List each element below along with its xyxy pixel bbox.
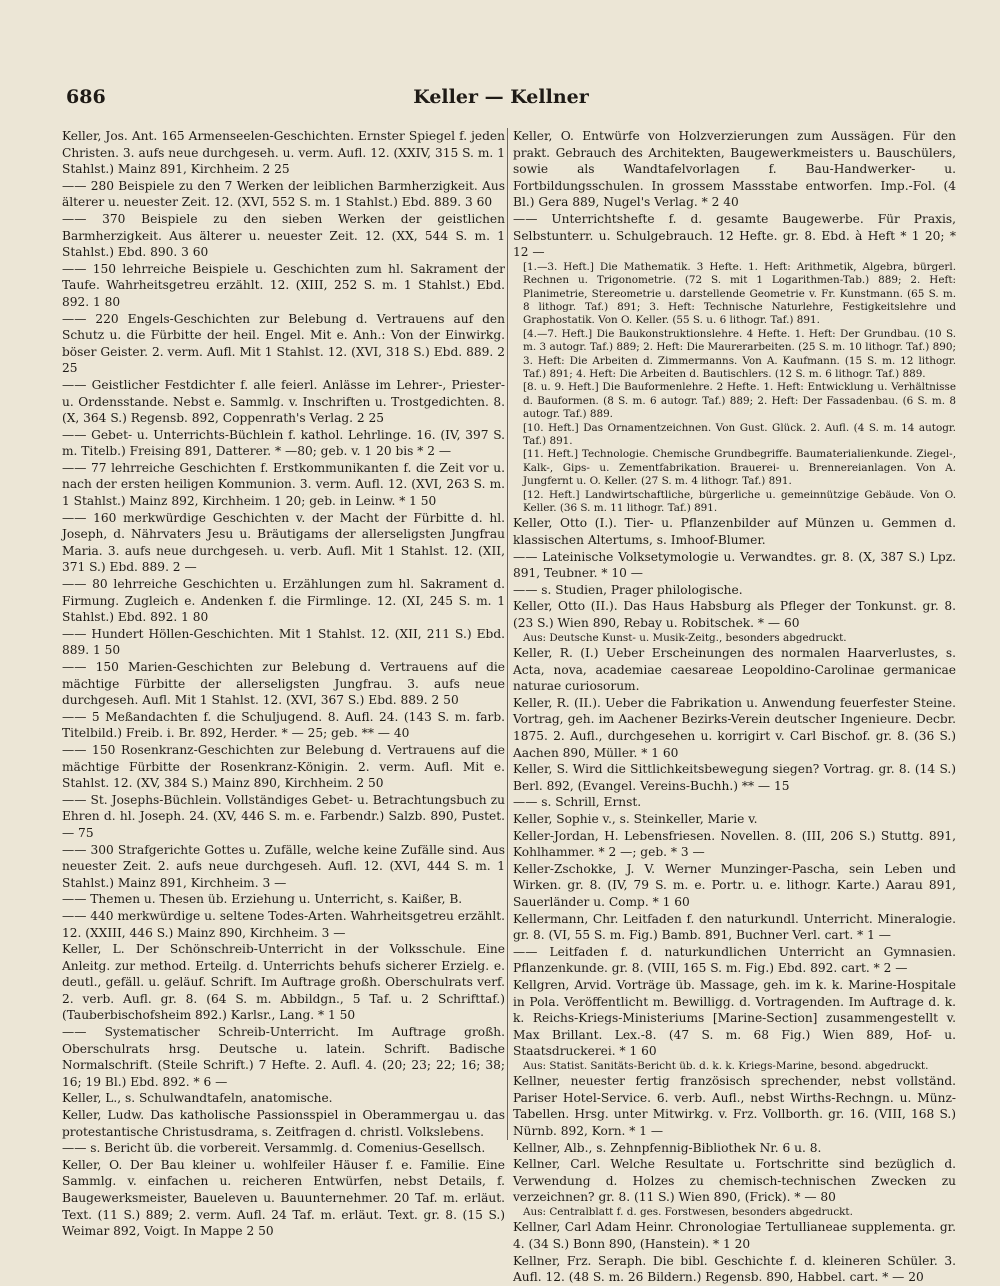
catalog-entry: —— Lateinische Volksetymologie u. Verwandtes. gr. 8. (X, 387 S.) Lpz. 891, Teubner. * 10 — <box>513 549 956 581</box>
catalog-entry: —— s. Schrill, Ernst. <box>513 795 642 810</box>
catalog-entry: Keller, S. Wird die Sittlichkeitsbewegung siegen? Vortrag. gr. 8. (14 S.) Berl. 892, (Evangel. Vereins-Buchh.) ** — 15 <box>513 762 956 793</box>
entry-note: Aus: Deutsche Kunst- u. Musik-Zeitg., besonders abgedruckt. <box>523 631 847 644</box>
catalog-entry: Keller-Zschokke, J. V. Werner Munzinger-Pascha, sein Leben und Wirken. gr. 8. (IV, 79 S. m. e. Portr. u. e. lithogr. Karte.) Aarau 891, Sauerländer u. Comp. * 1 60 <box>513 861 956 909</box>
catalog-entry: Kellermann, Chr. Leitfaden f. den naturkundl. Unterricht. Mineralogie. gr. 8. (VI, 55 S. m. Fig.) Bamb. 891, Buchner Verl. cart. * 1 — <box>513 911 956 943</box>
catalog-entry: Keller, R. (II.). Ueber die Fabrikation u. Anwendung feuerfester Steine. Vortrag, geh. im Aachener Bezirks-Verein deutscher Ingenieure. Decbr. 1875. 2. Aufl., durchgesehen u. korrigirt v. Carl Bischof. gr. 8. (36 S.) Aachen 890, Müller. * 1 60 <box>513 695 956 760</box>
catalog-entry: —— 77 lehrreiche Geschichten f. Erstkommunikanten f. die Zeit vor u. nach der ersten heiligen Kommunion. 3. verm. Aufl. 12. (XVI, 263 S. m. 1 Stahlst.) Mainz 892, Kirchheim. 1 20; geb. in Leinw. * 1 50 <box>62 460 505 509</box>
catalog-entry: —— 300 Strafgerichte Gottes u. Zufälle, welche keine Zufälle sind. Aus neuester Zeit. 2. aufs neue durchgeseh. Aufl. 12. (XVI, 444 S. m. 1 Stahlst.) Mainz 891, Kirchheim. 3 — <box>62 842 505 890</box>
catalog-entry: —— 150 Rosenkranz-Geschichten zur Belebung d. Vertrauens auf die mächtige Fürbitte der Rosenkranz-Königin. 2. verm. Aufl. Mit e. Stahlst. 12. (XV, 384 S.) Mainz 890, Kirchheim. 2 50 <box>62 742 505 791</box>
catalog-entry: Keller, Sophie v., s. Steinkeller, Marie v. <box>513 811 758 826</box>
catalog-entry: —— 150 Marien-Geschichten zur Belebung d. Vertrauens auf die mächtige Fürbitte der allerseligsten Jungfrau. 3. aufs neue durchgeseh. Aufl. Mit 1 Stahlst. 12. (XVI, 367 S.) Ebd. 889. 2 50 <box>62 660 505 708</box>
catalog-entry: Keller, Ludw. Das katholische Passionsspiel in Oberammergau u. das protestantische Christusdrama, s. Zeitfragen d. christl. Volkslebens. <box>62 1108 505 1139</box>
catalog-entry: —— Gebet- u. Unterrichts-Büchlein f. kathol. Lehrlinge. 16. (IV, 397 S. m. Titelb.) Freising 891, Datterer. * —80; geb. v. 1 20 bis * 2 — <box>62 427 505 459</box>
entry-note: [1.—3. Heft.] Die Mathematik. 3 Hefte. 1. Heft: Arithmetik, Algebra, bürgerl. Rechnen u. Trigonometrie. (72 S. mit 1 Logarithmen-Tab.) 889; 2. Heft: Planimetrie, Stereometrie u. darstellende Geometrie v. Fr. Kunstmann. (65 S. m. 8 lithogr. Taf.) 891; 3. Heft: Technische Naturlehre, Festigkeitslehre und Graphostatik. Von O. Keller. (55 S. u. 6 lithogr. Taf.) 891. <box>523 260 956 327</box>
right-column <box>513 128 956 1286</box>
catalog-entry: —— 150 lehrreiche Beispiele u. Geschichten zum hl. Sakrament der Taufe. Wahrheitsgetreu erzählt. 12. (XIII, 252 S. m. 1 Stahlst.) Ebd. 892. 1 80 <box>62 261 505 309</box>
catalog-entry: Keller, L., s. Schulwandtafeln, anatomische. <box>62 1091 333 1106</box>
catalog-entry: —— 280 Beispiele zu den 7 Werken der leiblichen Barmherzigkeit. Aus älterer u. neuester Zeit. 12. (XVI, 552 S. m. 1 Stahlst.) Ebd. 889. 3 60 <box>62 178 505 210</box>
catalog-entry: —— Leitfaden f. d. naturkundlichen Unterricht an Gymnasien. Pflanzenkunde. gr. 8. (VIII, 165 S. m. Fig.) Ebd. 892. cart. * 2 — <box>513 944 956 976</box>
catalog-entry: Kellner, Carl. Welche Resultate u. Fortschritte sind bezüglich d. Verwendung d. Holzes zu chemisch-technischen Zwecken zu verzeichnen? gr. 8. (11 S.) Wien 890, (Frick). * — 80 <box>513 1157 956 1205</box>
catalog-entry: —— s. Studien, Prager philologische. <box>513 582 743 597</box>
catalog-entry: Keller, O. Entwürfe von Holzverzierungen zum Aussägen. Für den prakt. Gebrauch des Architekten, Baugewerkmeisters u. Bauschülers, sowie als Wandtafelvorlagen f. Bau-Handwerker- u. Fortbildungsschulen. In grossem Massstabe entworfen. Imp.-Fol. (4 Bl.) Gera 889, Nugel's Verlag. * 2 40 <box>513 129 956 210</box>
catalog-entry: —— Geistlicher Festdichter f. alle feierl. Anlässe im Lehrer-, Priester- u. Ordensstande. Nebst e. Sammlg. v. Inschriften u. Trostgedichten. 8. (X, 364 S.) Regensb. 892, Coppenrath's Verlag. 2 25 <box>62 377 505 426</box>
catalog-entry: Kellgren, Arvid. Vorträge üb. Massage, geh. im k. k. Marine-Hospitale in Pola. Veröffentlicht m. Bewilligg. d. Vortragenden. Im Auftrage d. k. k. Reichs-Kriegs-Ministeriums [Marine-Section] zusammengestellt v. Max Brillant. Lex.-8. (47 S. m. 68 Fig.) Wien 889, Hof- u. Staatsdruckerei. * 1 60 <box>513 977 956 1059</box>
catalog-entry: Kellner, Carl Adam Heinr. Chronologiae Tertullianeae supplementa. gr. 4. (34 S.) Bonn 890, (Hanstein). * 1 20 <box>513 1220 956 1252</box>
catalog-entry: —— Systematischer Schreib-Unterricht. Im Auftrage großh. Oberschulrats hrsg. Deutsche u. latein. Schrift. Badische Normalschrift. (Steile Schrift.) 7 Hefte. 2. Aufl. 4. (20; 23; 22; 16; 38; 16; 19 Bl.) Ebd. 892. * 6 — <box>62 1025 505 1089</box>
catalog-entry: —— 80 lehrreiche Geschichten u. Erzählungen zum hl. Sakrament d. Firmung. Zugleich e. Andenken f. die Firmlinge. 12. (XI, 245 S. m. 1 Stahlst.) Ebd. 892. 1 80 <box>62 577 505 625</box>
catalog-entry: —— 160 merkwürdige Geschichten v. der Macht der Fürbitte d. hl. Joseph, d. Nährvaters Jesu u. Bräutigams der allerseligsten Jungfrau Maria. 3. aufs neue durchgeseh. u. verb. Aufl. Mit 1 Stahlst. 12. (XII, 371 S.) Ebd. 889. 2 — <box>62 510 505 575</box>
catalog-entry: —— s. Bericht üb. die vorbereit. Versammlg. d. Comenius-Gesellsch. <box>62 1141 486 1156</box>
catalog-entry: Keller, Otto (II.). Das Haus Habsburg als Pfleger der Tonkunst. gr. 8. (23 S.) Wien 890, Rebay u. Robitschek. * — 60 <box>513 599 956 631</box>
catalog-entry: Keller, Otto (I.). Tier- u. Pflanzenbilder auf Münzen u. Gemmen d. klassischen Altertums, s. Imhoof-Blumer. <box>513 516 956 548</box>
catalog-entry: —— 220 Engels-Geschichten zur Belebung d. Vertrauens auf den Schutz u. die Fürbitte der heil. Engel. Mit e. Anh.: Von der Einwirkg. böser Geister. 2. verm. Aufl. Mit 1 Stahlst. 12. (XVI, 318 S.) Ebd. 889. 2 25 <box>62 311 505 376</box>
catalog-entry: —— Themen u. Thesen üb. Erziehung u. Unterricht, s. Kaißer, B. <box>62 892 463 907</box>
catalog-entry: —— Unterrichtshefte f. d. gesamte Baugewerbe. Für Praxis, Selbstunterr. u. Schulgebrauch. 12 Hefte. gr. 8. Ebd. à Heft * 1 20; * 12 — <box>513 211 956 260</box>
catalog-entry: Kellner, Frz. Seraph. Die bibl. Geschichte f. d. kleineren Schüler. 3. Aufl. 12. (48 S. m. 26 Bildern.) Regensb. 890, Habbel. cart. * — 20 <box>513 1253 956 1285</box>
running-head: Keller — Kellner <box>413 86 589 108</box>
entry-note: Aus: Statist. Sanitäts-Bericht üb. d. k. k. Kriegs-Marine, besond. abgedruckt. <box>523 1059 929 1072</box>
catalog-entry: —— 440 merkwürdige u. seltene Todes-Arten. Wahrheitsgetreu erzählt. 12. (XXIII, 446 S.) Mainz 890, Kirchheim. 3 — <box>62 908 505 940</box>
catalog-entry: —— St. Josephs-Büchlein. Vollständiges Gebet- u. Betrachtungsbuch zu Ehren d. hl. Joseph. 24. (XV, 446 S. m. e. Farbendr.) Salzb. 890, Pustet. — 75 <box>62 792 505 840</box>
catalog-entry: Keller, Jos. Ant. 165 Armenseelen-Geschichten. Ernster Spiegel f. jeden Christen. 3. aufs neue durchgeseh. u. verm. Aufl. 12. (XXIV, 315 S. m. 1 Stahlst.) Mainz 891, Kirchheim. 2 25 <box>62 129 505 177</box>
entry-note: [4.—7. Heft.] Die Baukonstruktionslehre. 4 Hefte. 1. Heft: Der Grundbau. (10 S. m. 3 autogr. Taf.) 889; 2. Heft: Die Maurerarbeiten. (25 S. m. 10 lithogr. Taf.) 890; 3. Heft: Die Arbeiten d. Zimmermanns. Von A. Kaufmann. (15 S. m. 12 lithogr. Taf.) 891; 4. Heft: Die Arbeiten d. Bautischlers. (12 S. m. 6 lithogr. Taf.) 889. <box>523 327 956 380</box>
left-column <box>62 128 505 1240</box>
entry-note: [12. Heft.] Landwirtschaftliche, bürgerliche u. gemeinnützige Gebäude. Von O. Keller. (36 S. m. 11 lithogr. Taf.) 891. <box>523 488 956 515</box>
entry-note: [11. Heft.] Technologie. Chemische Grundbegriffe. Baumaterialienkunde. Ziegel-, Kalk-, Gips- u. Zementfabrikation. Brauerei- u. Brennereianlagen. Von A. Jungfernt u. O. Keller. (27 S. m. 4 lithogr. Taf.) 891. <box>523 448 956 488</box>
catalog-entry: Kellner, neuester fertig französisch sprechender, nebst vollständ. Pariser Hotel-Service. 6. verb. Aufl., nebst Wirths-Rechngn. u. Münz-Tabellen. Hrsg. unter Mitwirkg. v. Frz. Vollborth. gr. 16. (VIII, 168 S.) Nürnb. 892, Korn. * 1 — <box>513 1074 956 1139</box>
entry-note: Aus: Centralblatt f. d. ges. Forstwesen, besonders abgedruckt. <box>523 1206 853 1219</box>
catalog-entry: Keller, O. Der Bau kleiner u. wohlfeiler Häuser f. e. Familie. Eine Sammlg. v. einfachen u. reicheren Entwürfen, nebst Details, f. Baugewerksmeister, Baueleven u. Bauunternehmer. 20 Taf. m. erläut. Text. (11 S.) 889; 2. verm. Aufl. 24 Taf. m. erläut. Text. gr. 8. (15 S.) Weimar 892, Voigt. In Mappe 2 50 <box>62 1157 505 1239</box>
catalog-entry: —— 5 Meßandachten f. die Schuljugend. 8. Aufl. 24. (143 S. m. farb. Titelbild.) Freib. i. Br. 892, Herder. * — 25; geb. ** — 40 <box>62 709 505 741</box>
page-header <box>66 86 936 116</box>
catalog-entry: Keller-Jordan, H. Lebensfriesen. Novellen. 8. (III, 206 S.) Stuttg. 891, Kohlhammer. * 2 —; geb. * 3 — <box>513 828 956 860</box>
entry-note: [8. u. 9. Heft.] Die Bauformenlehre. 2 Hefte. 1. Heft: Entwicklung u. Verhältnisse d. Bauformen. (8 S. m. 6 autogr. Taf.) 889; 2. Heft: Der Fassadenbau. (6 S. m. 8 autogr. Taf.) 889. <box>523 381 956 421</box>
catalog-entry: Kellner, Alb., s. Zehnpfennig-Bibliothek Nr. 6 u. 8. <box>513 1140 822 1155</box>
page-number: 686 <box>66 86 106 108</box>
catalog-entry: —— Hundert Höllen-Geschichten. Mit 1 Stahlst. 12. (XII, 211 S.) Ebd. 889. 1 50 <box>62 626 505 658</box>
catalog-entry: Keller, L. Der Schönschreib-Unterricht in der Volksschule. Eine Anleitg. zur method. Erteilg. d. Unterrichts behufs sicherer Erzielg. e. deutl., gefäll. u. geläuf. Schrift. Im Auftrage großh. Oberschulrats verf. 2. verb. Aufl. gr. 8. (64 S. m. Abbildgn., 5 Taf. u. 2 Schrifttaf.) (Tauberbischofsheim 892.) Karlsr., Lang. * 1 50 <box>62 942 505 1023</box>
entry-note: [10. Heft.] Das Ornamentzeichnen. Von Gust. Glück. 2. Aufl. (4 S. m. 14 autogr. Taf.) 891. <box>523 421 956 448</box>
catalog-entry: Keller, R. (I.) Ueber Erscheinungen des normalen Haarverlustes, s. Acta, nova, academiae caesareae Leopoldino-Carolinae germanicae naturae curiosorum. <box>513 646 956 694</box>
column-divider <box>507 128 508 1140</box>
catalog-entry: —— 370 Beispiele zu den sieben Werken der geistlichen Barmherzigkeit. Aus älterer u. neuester Zeit. 12. (XX, 544 S. m. 1 Stahlst.) Ebd. 890. 3 60 <box>62 211 505 260</box>
